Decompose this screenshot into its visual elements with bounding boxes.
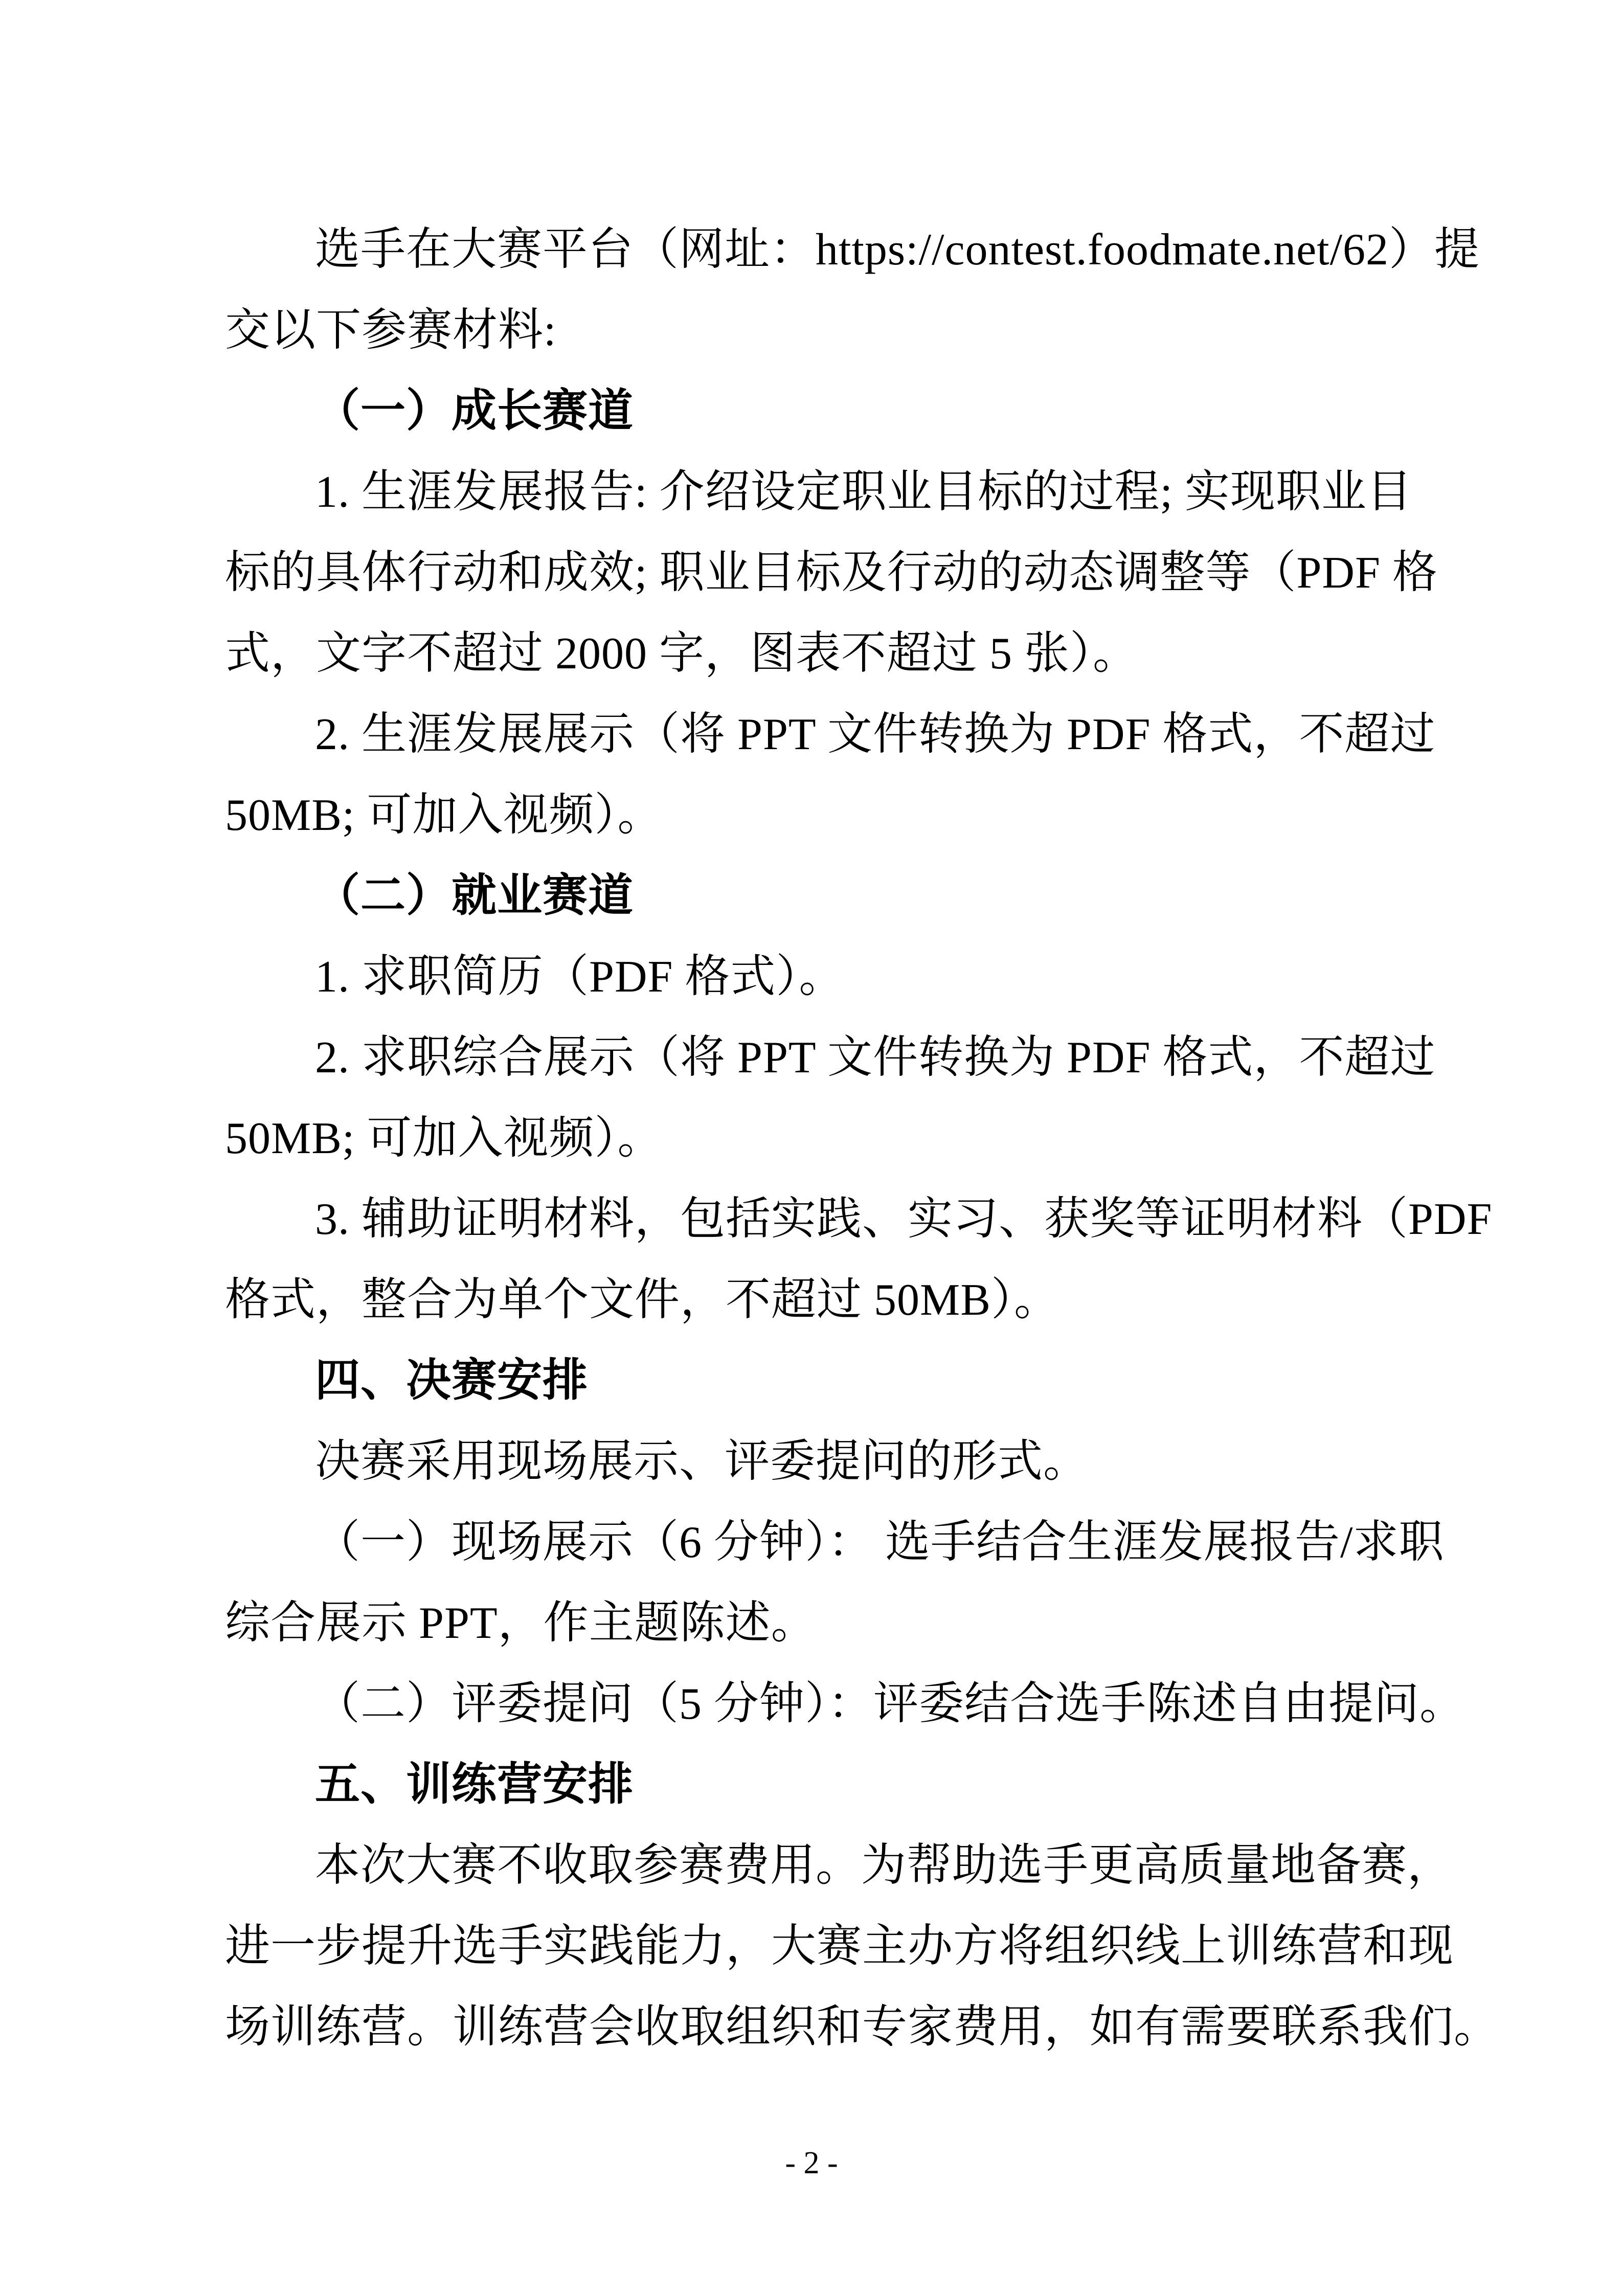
text-line: 2. 生涯发展展示（将 PPT 文件转换为 PDF 格式，不超过 <box>315 710 1436 759</box>
text-line: （一）现场展示（6 分钟）： 选手结合生涯发展报告/求职 <box>315 1518 1445 1567</box>
text-line: 式，文字不超过 2000 字，图表不超过 5 张）。 <box>225 629 1139 679</box>
text-line: 场训练营。训练营会收取组织和专家费用，如有需要联系我们。 <box>225 2002 1500 2052</box>
page-number: - 2 - <box>785 2146 838 2180</box>
text-line: 1. 求职简历（PDF 格式）。 <box>315 952 845 1002</box>
text-line: 综合展示 PPT，作主题陈述。 <box>225 1599 817 1648</box>
text-line: 选手在大赛平台（网址：https://contest.foodmate.net/62）提 <box>315 225 1480 275</box>
text-line: （二）评委提问（5 分钟）：评委结合选手陈述自由提问。 <box>315 1679 1466 1729</box>
document-body <box>225 210 1500 2068</box>
heading-line: 四、决赛安排 <box>315 1356 589 1406</box>
text-line: 决赛采用现场展示、评委提问的形式。 <box>315 1437 1089 1487</box>
text-line: 50MB; 可加入视频）。 <box>225 791 663 840</box>
heading-line: 五、训练营安排 <box>315 1760 634 1810</box>
text-line: 1. 生涯发展报告: 介绍设定职业目标的过程; 实现职业目 <box>315 467 1412 517</box>
text-line: 2. 求职综合展示（将 PPT 文件转换为 PDF 格式，不超过 <box>315 1033 1436 1083</box>
text-line: 进一步提升选手实践能力，大赛主办方将组织线上训练营和现 <box>225 1922 1454 1971</box>
text-line: 3. 辅助证明材料，包括实践、实习、获奖等证明材料（PDF <box>315 1195 1493 1244</box>
text-line: 标的具体行动和成效; 职业目标及行动的动态调整等（PDF 格 <box>225 548 1438 598</box>
text-line: 本次大赛不收取参赛费用。为帮助选手更高质量地备赛， <box>315 1841 1453 1890</box>
heading-line: （二）就业赛道 <box>315 871 634 921</box>
text-line: 交以下参赛材料: <box>225 306 557 355</box>
heading-line: （一）成长赛道 <box>315 387 634 436</box>
text-line: 格式，整合为单个文件，不超过 50MB）。 <box>225 1275 1060 1325</box>
text-line: 50MB; 可加入视频）。 <box>225 1114 663 1163</box>
